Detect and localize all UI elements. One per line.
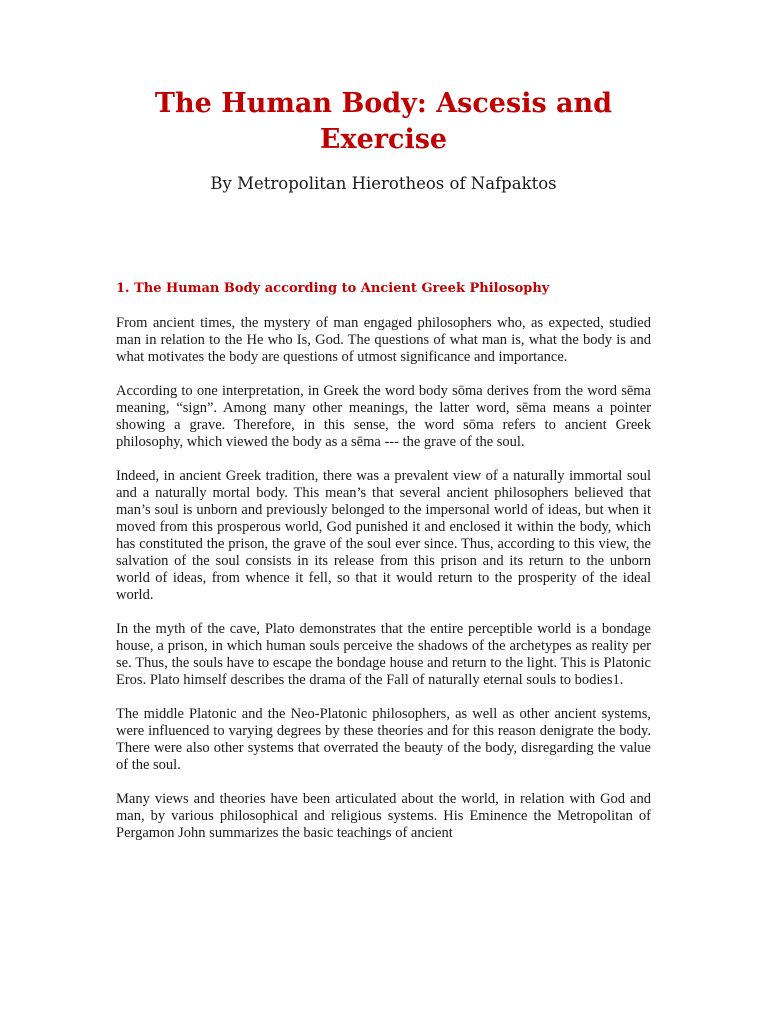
section-heading: 1. The Human Body according to Ancient Greek Philosophy	[116, 281, 550, 296]
author-byline: By Metropolitan Hierotheos of Nafpaktos	[210, 174, 557, 193]
paragraph-3: Indeed, in ancient Greek tradition, there was a prevalent view of a naturally immortal soul and a naturally mortal body. This mean’s that several ancient philosophers believed that man’s soul is unborn and previously belonged to the impersonal world of ideas, but when it moved from this prosperous world, God punished it and enclosed it within the body, which has constituted the prison, the grave of the soul ever since. Thus, according to this view, the salvation of the soul consists in its release from this prison and its return to the unborn world of ideas, from whence it fell, so that it would return to the prosperity of the ideal world.	[116, 468, 651, 603]
paragraph-2: According to one interpretation, in Greek the word body sōma derives from the word sēma meaning, “sign”. Among many other meanings, the latter word, sēma means a pointer showing a grave. Therefore, in this sense, the word sōma refers to ancient Greek philosophy, which viewed the body as a sēma --- the grave of the soul.	[116, 383, 651, 450]
paragraph-4: In the myth of the cave, Plato demonstrates that the entire perceptible world is a bondage house, a prison, in which human souls perceive the shadows of the archetypes as reality per se. Thus, the souls have to escape the bondage house and return to the light. This is Platonic Eros. Plato himself describes the drama of the Fall of naturally eternal souls to bodies1.	[116, 621, 651, 688]
paragraph-1: From ancient times, the mystery of man engaged philosophers who, as expected, studied man in relation to the He who Is, God. The questions of what man is, what the body is and what motivates the body are questions of utmost significance and importance.	[116, 315, 651, 365]
paragraph-6: Many views and theories have been articulated about the world, in relation with God and man, by various philosophical and religious systems. His Eminence the Metropolitan of Pergamon John summarizes the basic teachings of ancient	[116, 791, 651, 841]
paragraph-5: The middle Platonic and the Neo-Platonic philosophers, as well as other ancient systems, were influenced to varying degrees by these theories and for this reason denigrate the body. There were also other systems that overrated the beauty of the body, disregarding the value of the soul.	[116, 706, 651, 773]
document-title: The Human Body: Ascesis and Exercise	[154, 88, 613, 155]
body-text	[116, 315, 651, 859]
